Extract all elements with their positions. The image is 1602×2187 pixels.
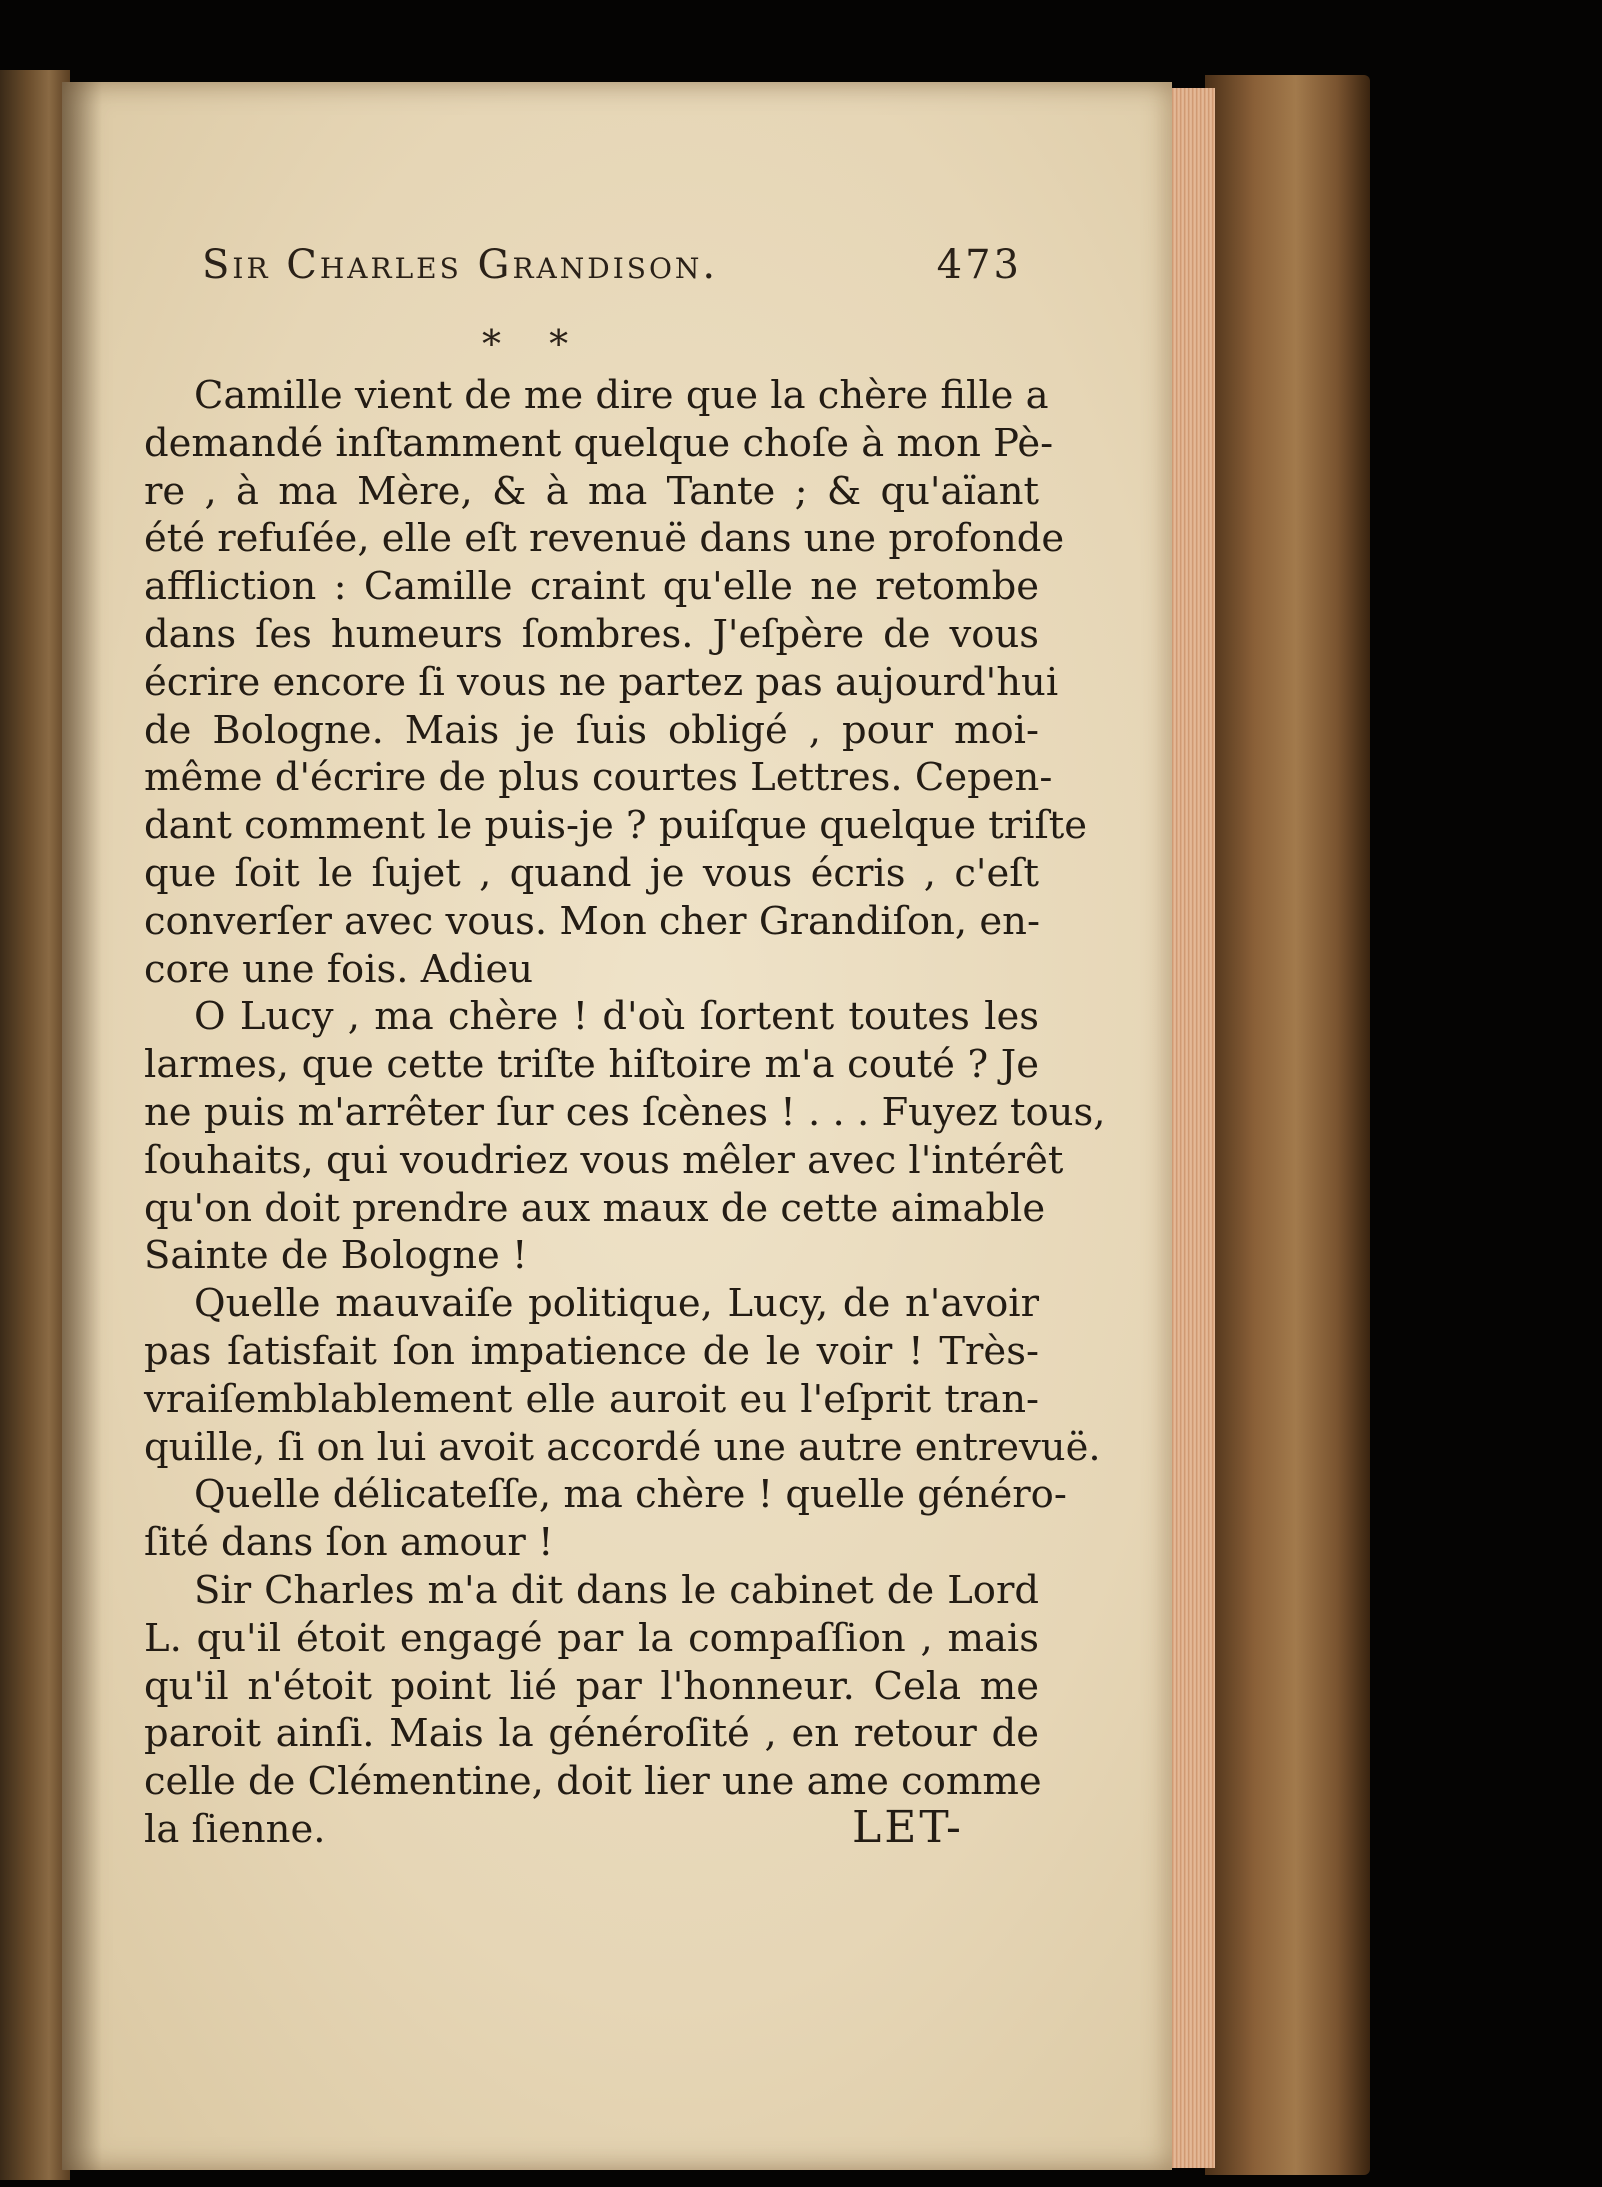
text-line: pas ſatisfait ſon impatience de le voir ! Très- (144, 1328, 1039, 1374)
text-line: L. qu'il étoit engagé par la compaſſion , mais (144, 1615, 1039, 1661)
text-line: affliction : Camille craint qu'elle ne retombe (144, 564, 1039, 610)
page-header (202, 232, 1022, 302)
running-head: Sir Charles Grandison. (202, 242, 719, 288)
catchword: LET- (852, 1802, 964, 1853)
text-line: même d'écrire de plus courtes Lettres. Cepen- (144, 755, 1053, 801)
paragraph-2 (144, 993, 1106, 1280)
text-line: que ſoit le ſujet , quand je vous écris , c'eſt (144, 850, 1039, 896)
text-line: Quelle mauvaiſe politique, Lucy, de n'avoir (194, 1281, 1039, 1327)
text-line: core une fois. Adieu (144, 946, 534, 992)
text-line: qu'il n'étoit point lié par l'honneur. Cela me (144, 1663, 1039, 1709)
book-cover-right (1205, 75, 1370, 2175)
text-line: Camille vient de me dire que la chère fille a (194, 373, 1049, 418)
text-line: la ſienne. (144, 1806, 326, 1852)
text-line: Sainte de Bologne ! (144, 1233, 528, 1279)
text-line: Sir Charles m'a dit dans le cabinet de Lord (194, 1567, 1039, 1613)
paragraph-1 (144, 372, 1088, 993)
text-line: ſité dans ſon amour ! (144, 1520, 554, 1566)
text-line: celle de Clémentine, doit lier une ame comme (144, 1759, 1042, 1805)
text-line: été refuſée, elle eſt revenuë dans une profonde (144, 516, 1065, 562)
text-line: demandé inſtamment quelque choſe à mon Pè- (144, 420, 1054, 466)
text-line: quille, ſi on lui avoit accordé une autre entrevuë. (144, 1424, 1101, 1470)
section-ornament: * * (482, 322, 587, 366)
body-text (144, 372, 1106, 1854)
paragraph-3 (144, 1280, 1101, 1471)
text-line: converſer avec vous. Mon cher Grandiſon, en- (144, 898, 1040, 944)
text-line: ne puis m'arrêter ſur ces ſcènes ! . . . Fuyez tous, (144, 1089, 1106, 1135)
page-gutter-shadow (62, 82, 102, 2170)
text-line: larmes, que cette triſte hiſtoire m'a couté ? Je (144, 1042, 1039, 1088)
page-edges (1165, 88, 1215, 2168)
text-line: écrire encore ſi vous ne partez pas aujourd'hui (144, 659, 1059, 705)
paragraph-4 (144, 1471, 1067, 1567)
text-line: dant comment le puis-je ? puiſque quelque triſte (144, 803, 1088, 849)
text-line: ſouhaits, qui voudriez vous mêler avec l'intérêt (144, 1137, 1064, 1183)
text-line: dans ſes humeurs ſombres. J'eſpère de vous (144, 611, 1039, 657)
text-line: qu'on doit prendre aux maux de cette aimable (144, 1185, 1046, 1231)
page-number: 473 (936, 242, 1022, 288)
text-line: de Bologne. Mais je ſuis obligé , pour moi- (144, 707, 1039, 753)
text-line: re , à ma Mère, & à ma Tante ; & qu'aïant (144, 468, 1039, 514)
text-line: Quelle délicateſſe, ma chère ! quelle généro- (194, 1472, 1067, 1518)
book-cover-left (0, 70, 70, 2180)
text-line: vraiſemblablement elle auroit eu l'eſprit tran- (144, 1376, 1039, 1422)
book-page (62, 82, 1172, 2170)
text-line: paroit ainſi. Mais la généroſité , en retour de (144, 1711, 1039, 1757)
text-line: O Lucy , ma chère ! d'où ſortent toutes les (194, 994, 1039, 1040)
